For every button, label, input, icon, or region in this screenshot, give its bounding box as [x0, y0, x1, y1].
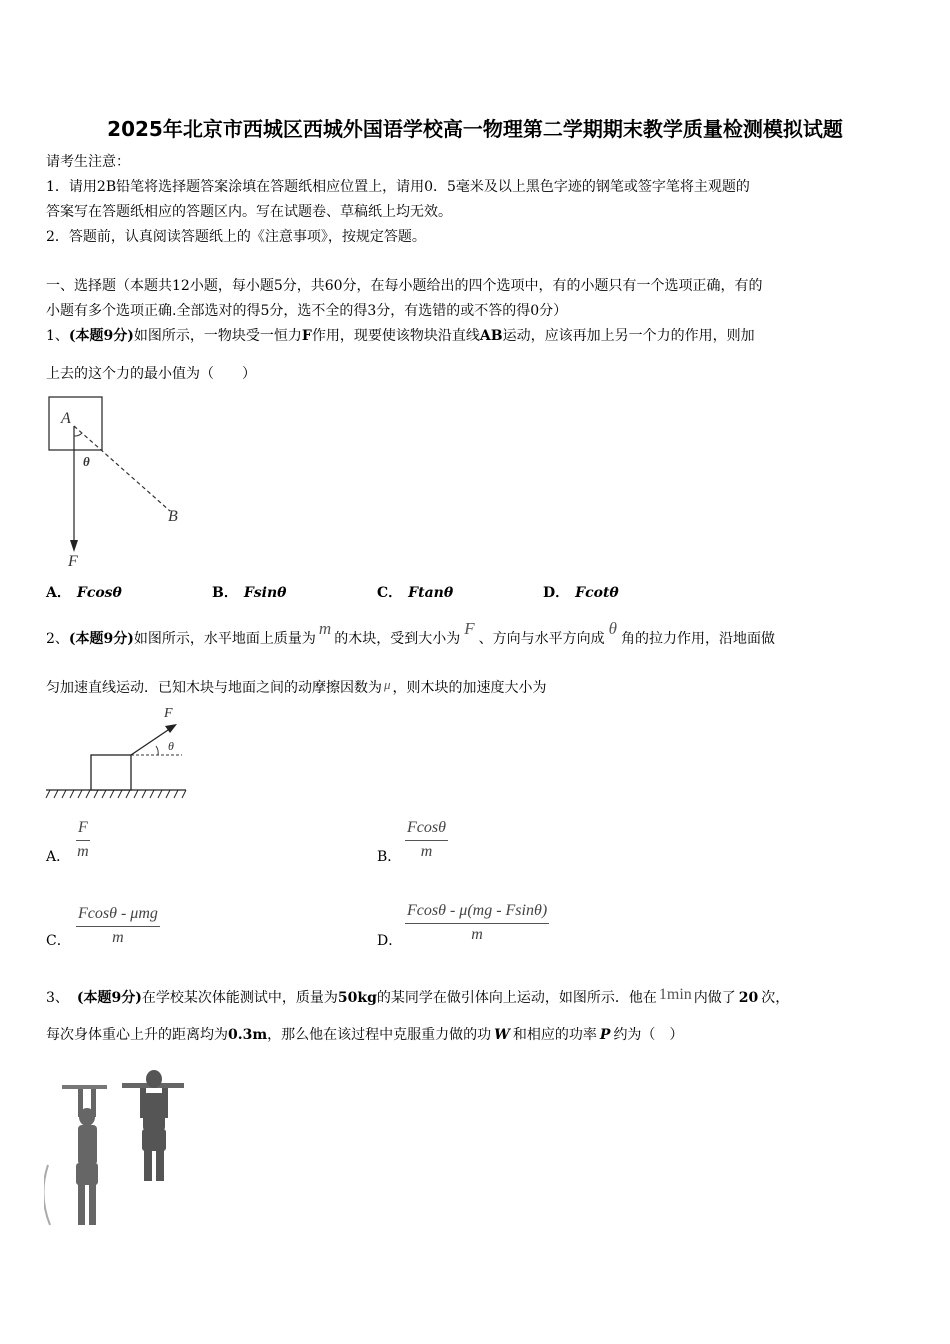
question-2-option-a-label[interactable]: A． [46, 849, 71, 865]
question-2-line-2 [46, 678, 547, 698]
question-2-option-c-fraction[interactable] [76, 905, 160, 947]
pull-force-line [131, 728, 171, 755]
person-silhouette-hanging [76, 1089, 98, 1225]
option-value: Fcotθ [575, 585, 619, 601]
question-2-text: 的木块，受到大小为 [334, 631, 461, 647]
question-3-text: 约为（ ） [613, 1027, 684, 1043]
question-2-score: (本题9分) [68, 631, 134, 647]
height-value: 0.3m [228, 1027, 268, 1043]
question-2-text: 、方向与水平方向成 [478, 631, 605, 647]
label-b: B [168, 508, 178, 525]
fraction-numerator: F [76, 819, 90, 841]
force-arrowhead [70, 540, 78, 552]
fraction-numerator: Fcosθ - μ(mg - Fsinθ) [405, 902, 549, 924]
page-title: 2025年北京市西城区西城外国语学校高一物理第二学期期末教学质量检测模拟试题 [107, 117, 843, 141]
label-theta: θ [83, 454, 90, 469]
label-a: A [61, 410, 71, 427]
question-2-text: 匀加速直线运动．已知木块与地面之间的动摩擦因数为 [46, 680, 382, 696]
question-2-option-d-fraction[interactable] [405, 902, 549, 944]
notice-item-1-line-1: 1．请用2B铅笔将选择题答案涂填在答题纸相应位置上，请用0．5毫米及以上黑色字迹的钢笔或签字笔将主观题的 [46, 179, 750, 195]
question-2-option-a-fraction[interactable] [76, 819, 90, 861]
option-label: D． [543, 585, 570, 601]
question-2-text: 角的拉力作用，沿地面做 [620, 631, 775, 647]
question-1-text: 作用，现要使该物块沿直线 [311, 328, 480, 344]
label-f: F [68, 553, 78, 570]
question-1-line-1 [46, 326, 755, 346]
question-1-figure [44, 390, 194, 570]
label-theta: θ [168, 739, 174, 753]
question-1-text: 运动，应该再加上另一个力的作用，则加 [502, 328, 755, 344]
fraction-denominator: m [420, 843, 433, 860]
block-square [49, 397, 102, 450]
question-1-force-symbol: F [301, 328, 312, 344]
fraction-denominator: m [112, 929, 124, 946]
angle-arc [74, 433, 82, 436]
question-1-number: 1、 [46, 328, 69, 344]
fraction-denominator: m [77, 843, 89, 860]
question-3-text: ，那么他在该过程中克服重力做的功 [267, 1027, 492, 1043]
ground-hatching [46, 790, 186, 798]
question-2-option-c-label[interactable]: C． [46, 933, 71, 949]
option-label: A． [46, 585, 71, 601]
option-value: Fcosθ [76, 585, 122, 601]
option-value: Ftanθ [408, 585, 454, 601]
count-value: 20 [738, 990, 759, 1006]
wooden-block [91, 755, 131, 790]
question-2-text: ，则木块的加速度大小为 [392, 680, 547, 696]
question-3-number: 3、 [46, 990, 69, 1006]
question-3-line-1 [46, 988, 789, 1008]
section-header-line-1: 一、选择题（本题共12小题，每小题5分，共60分，在每小题给出的四个选项中，有的小题只有一个选项正确，有的 [46, 278, 763, 294]
question-3-text: 内做了 [693, 990, 736, 1006]
fraction-denominator: m [471, 926, 483, 943]
force-symbol: F [464, 619, 475, 638]
work-symbol: W [494, 1027, 510, 1043]
question-3-text: 和相应的功率 [512, 1027, 597, 1043]
mass-symbol: m [318, 619, 332, 638]
question-3-text: 在学校某次体能测试中，质量为 [141, 990, 338, 1006]
question-2-line-1 [46, 619, 775, 649]
question-1-score: (本题9分) [68, 328, 134, 344]
background-ring [44, 1165, 50, 1225]
question-3-text: 每次身体重心上升的距离均为 [46, 1027, 228, 1043]
notice-item-2: 2．答题前，认真阅读答题纸上的《注意事项》，按规定答题。 [46, 229, 426, 245]
power-symbol: P [599, 1027, 611, 1043]
label-f: F [164, 706, 173, 721]
option-label: B． [212, 585, 238, 601]
question-3-line-2 [46, 1025, 683, 1045]
question-1-option-c[interactable] [377, 582, 453, 602]
question-1-option-b[interactable] [212, 582, 287, 602]
question-1-line-symbol: AB [479, 328, 503, 344]
time-value: 1min [658, 986, 692, 1003]
pull-force-arrowhead [165, 724, 177, 733]
fraction-numerator: Fcosθ - μmg [76, 905, 160, 927]
option-label: C． [377, 585, 403, 601]
mass-value: 50kg [337, 990, 377, 1006]
theta-symbol: θ [608, 619, 617, 638]
question-2-figure [44, 702, 194, 802]
question-2-text: 如图所示，水平地面上质量为 [133, 631, 316, 647]
question-3-score: (本题9分) [76, 990, 142, 1006]
question-1-text: 如图所示，一物块受一恒力 [133, 328, 302, 344]
question-2-option-b-label[interactable]: B． [377, 849, 402, 865]
question-1-option-d[interactable] [543, 582, 619, 602]
question-2-option-d-label[interactable]: D． [377, 933, 403, 949]
question-3-text: 的某同学在做引体向上运动，如图所示．他在 [376, 990, 657, 1006]
pull-up-bar-left [62, 1085, 107, 1089]
question-1-option-a[interactable] [46, 582, 122, 602]
notice-item-1-line-2: 答案写在答题纸相应的答题区内。写在试题卷、草稿纸上均无效。 [46, 204, 452, 220]
section-header-line-2: 小题有多个选项正确.全部选对的得5分，选不全的得3分，有选错的或不答的得0分） [46, 303, 568, 319]
option-value: Fsinθ [243, 585, 287, 601]
fraction-numerator: Fcosθ [405, 819, 448, 841]
question-3-text: 次， [761, 990, 790, 1006]
question-1-line-2: 上去的这个力的最小值为（ ） [46, 366, 256, 382]
question-2-option-b-fraction[interactable] [405, 819, 448, 861]
question-3-figure-pull-up [44, 1065, 194, 1235]
question-2-number: 2、 [46, 631, 69, 647]
notice-header: 请考生注意： [46, 154, 130, 170]
angle-arc [156, 746, 158, 755]
mu-symbol: μ [384, 677, 391, 692]
